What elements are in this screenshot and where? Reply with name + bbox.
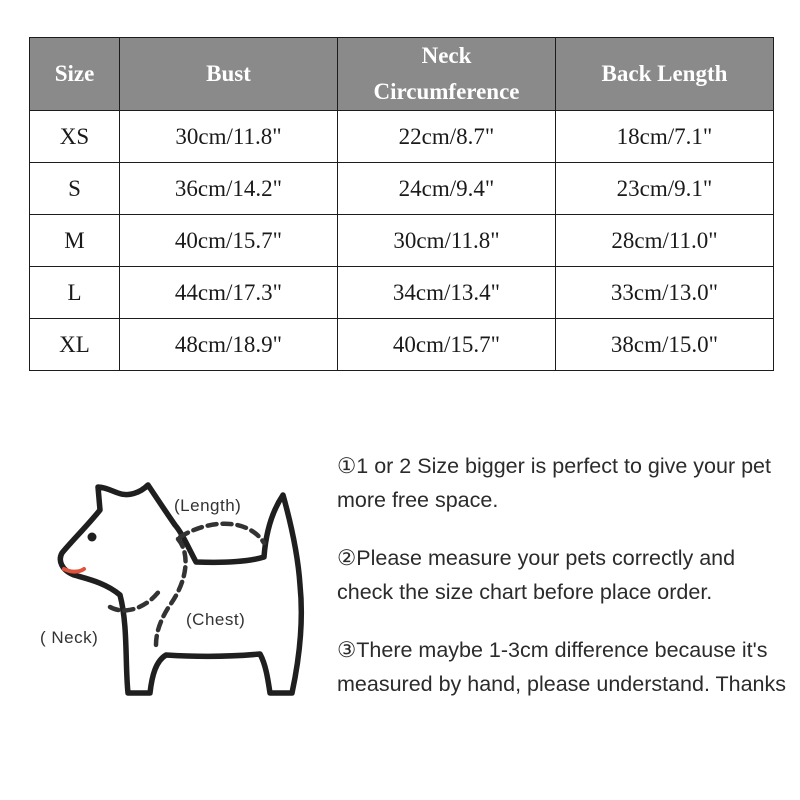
cell-neck: 34cm/13.4" [338,267,556,319]
header-bust: Bust [120,38,338,111]
cell-neck: 40cm/15.7" [338,319,556,371]
table-row [30,215,774,267]
sizing-notes [337,449,797,725]
neck-label: ( Neck) [40,628,99,647]
cell-neck: 30cm/11.8" [338,215,556,267]
dog-eye-icon [88,533,97,542]
cell-back-length: 23cm/9.1" [556,163,774,215]
cell-bust: 36cm/14.2" [120,163,338,215]
table-header-row [30,38,774,111]
cell-neck: 22cm/8.7" [338,111,556,163]
header-neck-circumference [338,38,556,111]
cell-size: S [30,163,120,215]
cell-back-length: 33cm/13.0" [556,267,774,319]
length-dashed-line [180,524,264,543]
cell-size: XS [30,111,120,163]
cell-back-length: 18cm/7.1" [556,111,774,163]
dog-nose-icon [64,569,84,572]
header-neck-line1: Neck [421,43,472,68]
table-row [30,267,774,319]
cell-back-length: 28cm/11.0" [556,215,774,267]
note-3: ③There maybe 1-3cm difference because it's measured by hand, please understand. Thanks [337,638,787,696]
header-neck-line2: Circumference [373,79,520,104]
note-2: ②Please measure your pets correctly and check the size chart before place order. [337,546,736,604]
cell-neck: 24cm/9.4" [338,163,556,215]
table-row [30,163,774,215]
table-row [30,319,774,371]
size-chart-table [29,37,774,371]
cell-size: L [30,267,120,319]
chest-label: (Chest) [186,610,246,629]
header-size: Size [30,38,120,111]
table-row [30,111,774,163]
cell-bust: 48cm/18.9" [120,319,338,371]
chest-dashed-line [156,539,186,645]
cell-back-length: 38cm/15.0" [556,319,774,371]
note-1: ①1 or 2 Size bigger is perfect to give your pet more free space. [337,454,771,512]
cell-bust: 30cm/11.8" [120,111,338,163]
cell-size: M [30,215,120,267]
dog-measurement-diagram [28,465,328,710]
cell-bust: 44cm/17.3" [120,267,338,319]
length-label: (Length) [174,496,242,515]
cell-bust: 40cm/15.7" [120,215,338,267]
cell-size: XL [30,319,120,371]
header-back-length: Back Length [556,38,774,111]
